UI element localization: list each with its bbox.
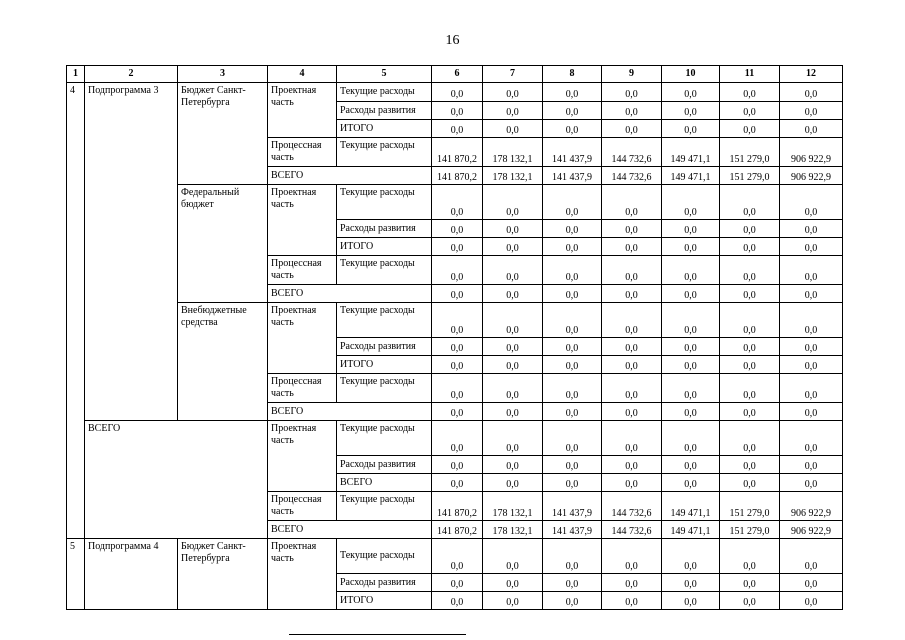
expense-type-cell: Расходы развития xyxy=(337,102,432,120)
value-cell: 0,0 xyxy=(780,574,843,592)
value-cell: 178 132,1 xyxy=(483,167,543,185)
part-cell: Процессная часть xyxy=(268,256,337,285)
expense-type-cell: Расходы развития xyxy=(337,574,432,592)
value-cell: 141 437,9 xyxy=(543,521,602,539)
expense-type-cell: Текущие расходы xyxy=(337,421,432,456)
value-cell: 0,0 xyxy=(543,474,602,492)
value-cell: 0,0 xyxy=(543,421,602,456)
value-cell: 149 471,1 xyxy=(662,492,720,521)
value-cell: 0,0 xyxy=(543,403,602,421)
value-cell: 0,0 xyxy=(483,356,543,374)
value-cell: 0,0 xyxy=(780,374,843,403)
value-cell: 0,0 xyxy=(780,102,843,120)
value-cell: 0,0 xyxy=(543,592,602,610)
value-cell: 0,0 xyxy=(543,238,602,256)
value-cell: 0,0 xyxy=(720,238,780,256)
part-cell: Проектная часть xyxy=(268,303,337,374)
expense-type-cell: ИТОГО xyxy=(337,592,432,610)
value-cell: 0,0 xyxy=(602,220,662,238)
value-cell: 0,0 xyxy=(662,102,720,120)
expense-type-cell: Текущие расходы xyxy=(337,256,432,285)
value-cell: 141 437,9 xyxy=(543,167,602,185)
subprogram-cell: Подпрограмма 4 xyxy=(85,539,178,610)
total-label-cell: ВСЕГО xyxy=(268,167,432,185)
header-cell: 9 xyxy=(602,66,662,83)
value-cell: 0,0 xyxy=(543,356,602,374)
value-cell: 151 279,0 xyxy=(720,521,780,539)
source-cell: Бюджет Санкт-Петербурга xyxy=(178,83,268,185)
value-cell: 0,0 xyxy=(432,356,483,374)
value-cell: 0,0 xyxy=(432,592,483,610)
value-cell: 0,0 xyxy=(662,539,720,574)
value-cell: 0,0 xyxy=(432,238,483,256)
value-cell: 0,0 xyxy=(662,185,720,220)
table-row xyxy=(67,539,843,574)
value-cell: 141 870,2 xyxy=(432,521,483,539)
row-number-cell: 4 xyxy=(67,83,85,539)
header-cell: 7 xyxy=(483,66,543,83)
value-cell: 151 279,0 xyxy=(720,167,780,185)
value-cell: 0,0 xyxy=(483,102,543,120)
value-cell: 0,0 xyxy=(602,539,662,574)
value-cell: 0,0 xyxy=(602,338,662,356)
value-cell: 0,0 xyxy=(432,256,483,285)
value-cell: 0,0 xyxy=(720,403,780,421)
source-cell: Федеральный бюджет xyxy=(178,185,268,303)
value-cell: 0,0 xyxy=(780,474,843,492)
header-row xyxy=(67,66,843,83)
value-cell: 0,0 xyxy=(543,303,602,338)
value-cell: 0,0 xyxy=(483,238,543,256)
table-row xyxy=(67,83,843,102)
value-cell: 906 922,9 xyxy=(780,492,843,521)
part-cell: Проектная часть xyxy=(268,539,337,610)
value-cell: 0,0 xyxy=(432,374,483,403)
value-cell: 178 132,1 xyxy=(483,521,543,539)
value-cell: 0,0 xyxy=(720,185,780,220)
value-cell: 141 870,2 xyxy=(432,492,483,521)
value-cell: 0,0 xyxy=(720,338,780,356)
expense-type-cell: Расходы развития xyxy=(337,456,432,474)
value-cell: 0,0 xyxy=(720,574,780,592)
value-cell: 0,0 xyxy=(662,456,720,474)
value-cell: 0,0 xyxy=(662,285,720,303)
value-cell: 0,0 xyxy=(432,185,483,220)
value-cell: 0,0 xyxy=(483,256,543,285)
value-cell: 0,0 xyxy=(432,474,483,492)
value-cell: 0,0 xyxy=(662,83,720,102)
value-cell: 0,0 xyxy=(432,338,483,356)
value-cell: 0,0 xyxy=(483,303,543,338)
header-cell: 2 xyxy=(85,66,178,83)
value-cell: 0,0 xyxy=(662,303,720,338)
value-cell: 149 471,1 xyxy=(662,521,720,539)
value-cell: 0,0 xyxy=(483,474,543,492)
value-cell: 144 732,6 xyxy=(602,167,662,185)
expense-type-cell: Текущие расходы xyxy=(337,138,432,167)
value-cell: 0,0 xyxy=(780,220,843,238)
value-cell: 0,0 xyxy=(483,220,543,238)
row-number-cell: 5 xyxy=(67,539,85,610)
grand-total-label-cell: ВСЕГО xyxy=(85,421,268,539)
value-cell: 0,0 xyxy=(602,185,662,220)
value-cell: 0,0 xyxy=(602,120,662,138)
header-cell: 8 xyxy=(543,66,602,83)
value-cell: 0,0 xyxy=(662,403,720,421)
value-cell: 0,0 xyxy=(602,574,662,592)
value-cell: 0,0 xyxy=(483,539,543,574)
value-cell: 0,0 xyxy=(720,303,780,338)
value-cell: 0,0 xyxy=(432,574,483,592)
value-cell: 0,0 xyxy=(780,185,843,220)
value-cell: 0,0 xyxy=(662,374,720,403)
expense-type-cell: ИТОГО xyxy=(337,238,432,256)
header-cell: 6 xyxy=(432,66,483,83)
value-cell: 0,0 xyxy=(483,403,543,421)
value-cell: 0,0 xyxy=(432,220,483,238)
value-cell: 0,0 xyxy=(432,83,483,102)
value-cell: 0,0 xyxy=(543,120,602,138)
expense-type-cell: Текущие расходы xyxy=(337,492,432,521)
value-cell: 0,0 xyxy=(720,285,780,303)
value-cell: 0,0 xyxy=(483,574,543,592)
value-cell: 906 922,9 xyxy=(780,521,843,539)
expense-type-cell: Текущие расходы xyxy=(337,83,432,102)
value-cell: 0,0 xyxy=(602,238,662,256)
value-cell: 0,0 xyxy=(432,421,483,456)
value-cell: 0,0 xyxy=(720,592,780,610)
value-cell: 0,0 xyxy=(602,303,662,338)
value-cell: 141 870,2 xyxy=(432,167,483,185)
budget-table xyxy=(66,65,843,610)
value-cell: 0,0 xyxy=(720,256,780,285)
header-cell: 11 xyxy=(720,66,780,83)
value-cell: 0,0 xyxy=(780,403,843,421)
value-cell: 141 437,9 xyxy=(543,138,602,167)
header-cell: 10 xyxy=(662,66,720,83)
value-cell: 0,0 xyxy=(602,285,662,303)
value-cell: 0,0 xyxy=(602,102,662,120)
value-cell: 0,0 xyxy=(483,421,543,456)
value-cell: 0,0 xyxy=(602,456,662,474)
value-cell: 0,0 xyxy=(602,474,662,492)
part-cell: Проектная часть xyxy=(268,83,337,138)
value-cell: 0,0 xyxy=(780,238,843,256)
value-cell: 0,0 xyxy=(483,120,543,138)
value-cell: 0,0 xyxy=(662,356,720,374)
expense-type-cell: Текущие расходы xyxy=(337,374,432,403)
value-cell: 0,0 xyxy=(483,338,543,356)
value-cell: 0,0 xyxy=(662,120,720,138)
value-cell: 144 732,6 xyxy=(602,521,662,539)
value-cell: 0,0 xyxy=(483,285,543,303)
source-cell: Внебюджетные средства xyxy=(178,303,268,421)
value-cell: 149 471,1 xyxy=(662,138,720,167)
value-cell: 0,0 xyxy=(720,83,780,102)
part-cell: Проектная часть xyxy=(268,421,337,492)
value-cell: 0,0 xyxy=(432,456,483,474)
value-cell: 0,0 xyxy=(662,256,720,285)
header-cell: 5 xyxy=(337,66,432,83)
page-number: 16 xyxy=(445,33,460,48)
value-cell: 0,0 xyxy=(602,403,662,421)
value-cell: 0,0 xyxy=(720,539,780,574)
value-cell: 178 132,1 xyxy=(483,492,543,521)
footnote-line xyxy=(289,634,466,635)
value-cell: 0,0 xyxy=(543,285,602,303)
source-cell: Бюджет Санкт-Петербурга xyxy=(178,539,268,610)
value-cell: 0,0 xyxy=(432,539,483,574)
value-cell: 0,0 xyxy=(543,574,602,592)
value-cell: 0,0 xyxy=(662,592,720,610)
value-cell: 0,0 xyxy=(780,338,843,356)
value-cell: 0,0 xyxy=(720,356,780,374)
value-cell: 0,0 xyxy=(720,220,780,238)
value-cell: 0,0 xyxy=(602,356,662,374)
total-label-cell: ВСЕГО xyxy=(268,521,432,539)
value-cell: 0,0 xyxy=(780,285,843,303)
value-cell: 0,0 xyxy=(662,238,720,256)
value-cell: 0,0 xyxy=(602,592,662,610)
value-cell: 0,0 xyxy=(602,374,662,403)
value-cell: 0,0 xyxy=(662,220,720,238)
value-cell: 0,0 xyxy=(662,574,720,592)
value-cell: 0,0 xyxy=(543,338,602,356)
expense-type-cell: Расходы развития xyxy=(337,338,432,356)
value-cell: 0,0 xyxy=(483,456,543,474)
value-cell: 0,0 xyxy=(543,102,602,120)
value-cell: 0,0 xyxy=(662,474,720,492)
value-cell: 0,0 xyxy=(780,456,843,474)
value-cell: 0,0 xyxy=(602,83,662,102)
value-cell: 0,0 xyxy=(780,256,843,285)
value-cell: 0,0 xyxy=(543,185,602,220)
header-cell: 3 xyxy=(178,66,268,83)
part-cell: Проектная часть xyxy=(268,185,337,256)
value-cell: 0,0 xyxy=(780,592,843,610)
value-cell: 0,0 xyxy=(543,220,602,238)
value-cell: 0,0 xyxy=(720,474,780,492)
total-label-cell: ВСЕГО xyxy=(268,403,432,421)
value-cell: 0,0 xyxy=(720,456,780,474)
part-cell: Процессная часть xyxy=(268,492,337,521)
value-cell: 0,0 xyxy=(432,303,483,338)
value-cell: 0,0 xyxy=(432,403,483,421)
expense-type-cell: ИТОГО xyxy=(337,356,432,374)
value-cell: 0,0 xyxy=(483,592,543,610)
value-cell: 0,0 xyxy=(543,256,602,285)
value-cell: 141 870,2 xyxy=(432,138,483,167)
subprogram-cell: Подпрограмма 3 xyxy=(85,83,178,421)
value-cell: 0,0 xyxy=(662,338,720,356)
value-cell: 0,0 xyxy=(780,83,843,102)
table-row xyxy=(67,421,843,456)
value-cell: 0,0 xyxy=(720,102,780,120)
expense-type-cell: Текущие расходы xyxy=(337,185,432,220)
value-cell: 906 922,9 xyxy=(780,167,843,185)
table-body xyxy=(67,83,843,610)
value-cell: 0,0 xyxy=(780,539,843,574)
value-cell: 906 922,9 xyxy=(780,138,843,167)
value-cell: 0,0 xyxy=(543,456,602,474)
value-cell: 151 279,0 xyxy=(720,138,780,167)
value-cell: 0,0 xyxy=(780,356,843,374)
expense-type-cell: Текущие расходы xyxy=(337,303,432,338)
value-cell: 144 732,6 xyxy=(602,492,662,521)
value-cell: 0,0 xyxy=(543,83,602,102)
value-cell: 141 437,9 xyxy=(543,492,602,521)
table-row xyxy=(67,303,843,338)
value-cell: 0,0 xyxy=(780,421,843,456)
value-cell: 0,0 xyxy=(602,256,662,285)
value-cell: 0,0 xyxy=(720,374,780,403)
value-cell: 0,0 xyxy=(432,120,483,138)
value-cell: 0,0 xyxy=(483,185,543,220)
header-cell: 1 xyxy=(67,66,85,83)
part-cell: Процессная часть xyxy=(268,374,337,403)
value-cell: 0,0 xyxy=(483,374,543,403)
header-cell: 4 xyxy=(268,66,337,83)
value-cell: 0,0 xyxy=(432,102,483,120)
value-cell: 0,0 xyxy=(432,285,483,303)
expense-type-cell: Расходы развития xyxy=(337,220,432,238)
value-cell: 0,0 xyxy=(483,83,543,102)
value-cell: 0,0 xyxy=(720,421,780,456)
value-cell: 0,0 xyxy=(780,303,843,338)
value-cell: 0,0 xyxy=(720,120,780,138)
value-cell: 0,0 xyxy=(543,539,602,574)
total-label-cell: ВСЕГО xyxy=(268,285,432,303)
expense-type-cell: Текущие расходы xyxy=(337,539,432,574)
expense-type-cell: ВСЕГО xyxy=(337,474,432,492)
value-cell: 178 132,1 xyxy=(483,138,543,167)
value-cell: 0,0 xyxy=(602,421,662,456)
header-cell: 12 xyxy=(780,66,843,83)
part-cell: Процессная часть xyxy=(268,138,337,167)
value-cell: 0,0 xyxy=(543,374,602,403)
table-row xyxy=(67,185,843,220)
value-cell: 151 279,0 xyxy=(720,492,780,521)
value-cell: 144 732,6 xyxy=(602,138,662,167)
value-cell: 149 471,1 xyxy=(662,167,720,185)
value-cell: 0,0 xyxy=(780,120,843,138)
value-cell: 0,0 xyxy=(662,421,720,456)
expense-type-cell: ИТОГО xyxy=(337,120,432,138)
